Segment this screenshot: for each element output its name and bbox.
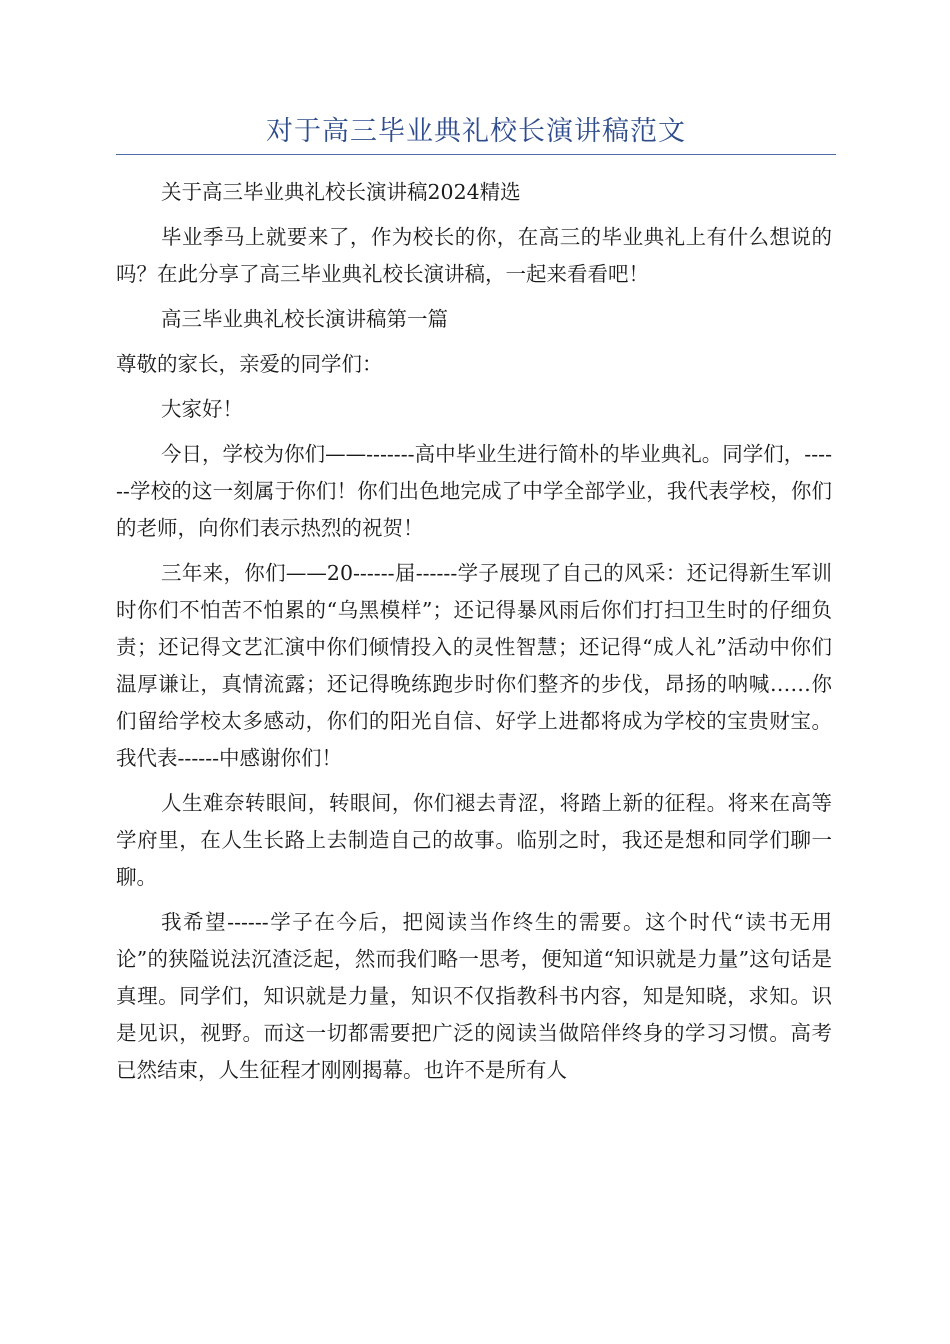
paragraph-greeting: 大家好！	[161, 397, 243, 421]
paragraph-section-heading: 高三毕业典礼校长演讲稿第一篇	[161, 307, 448, 331]
paragraph-body: 我希望------学子在今后，把阅读当作终生的需要。这个时代“读书无用论”的狭隘说法沉渣泛起，然而我们略一思考，便知道“知识就是力量”这句话是真理。同学们，知识就是力量，知识不仅指教科书内容，知是知晓，求知。识是见识，视野。而这一切都需要把广泛的阅读当做陪伴终身的学习习惯。高考已然结束，人生征程才刚刚揭幕。也许不是所有人	[116, 910, 832, 1082]
paragraph-body: 人生难奈转眼间，转眼间，你们褪去青涩，将踏上新的征程。将来在高等学府里，在人生长路上去制造自己的故事。临别之时，我还是想和同学们聊一聊。	[116, 791, 832, 889]
paragraph-body: 三年来，你们——20------届------学子展现了自己的风采：还记得新生军训时你们不怕苦不怕累的“乌黑模样”；还记得暴风雨后你们打扫卫生时的仔细负责；还记得文艺汇演中你们倾情投入的灵性智慧；还记得“成人礼”活动中你们温厚谦让，真情流露；还记得晚练跑步时你们整齐的步伐，昂扬的呐喊……你们留给学校太多感动，你们的阳光自信、好学上进都将成为学校的宝贵财宝。我代表------中感谢你们！	[116, 561, 832, 770]
document-body	[116, 174, 832, 1097]
paragraph-salutation: 尊敬的家长，亲爱的同学们：	[116, 352, 383, 376]
paragraph-intro: 毕业季马上就要来了，作为校长的你，在高三的毕业典礼上有什么想说的吗？在此分享了高三毕业典礼校长演讲稿，一起来看看吧！	[116, 225, 832, 286]
title-underline	[116, 154, 836, 155]
paragraph-body: 今日，学校为你们——-------高中毕业生进行简朴的毕业典礼。同学们，------学校的这一刻属于你们！你们出色地完成了中学全部学业，我代表学校，你们的老师，向你们表示热烈的祝贺！	[116, 442, 832, 540]
paragraph-subtitle: 关于高三毕业典礼校长演讲稿2024精选	[161, 180, 521, 204]
document-title: 对于高三毕业典礼校长演讲稿范文	[266, 116, 686, 147]
